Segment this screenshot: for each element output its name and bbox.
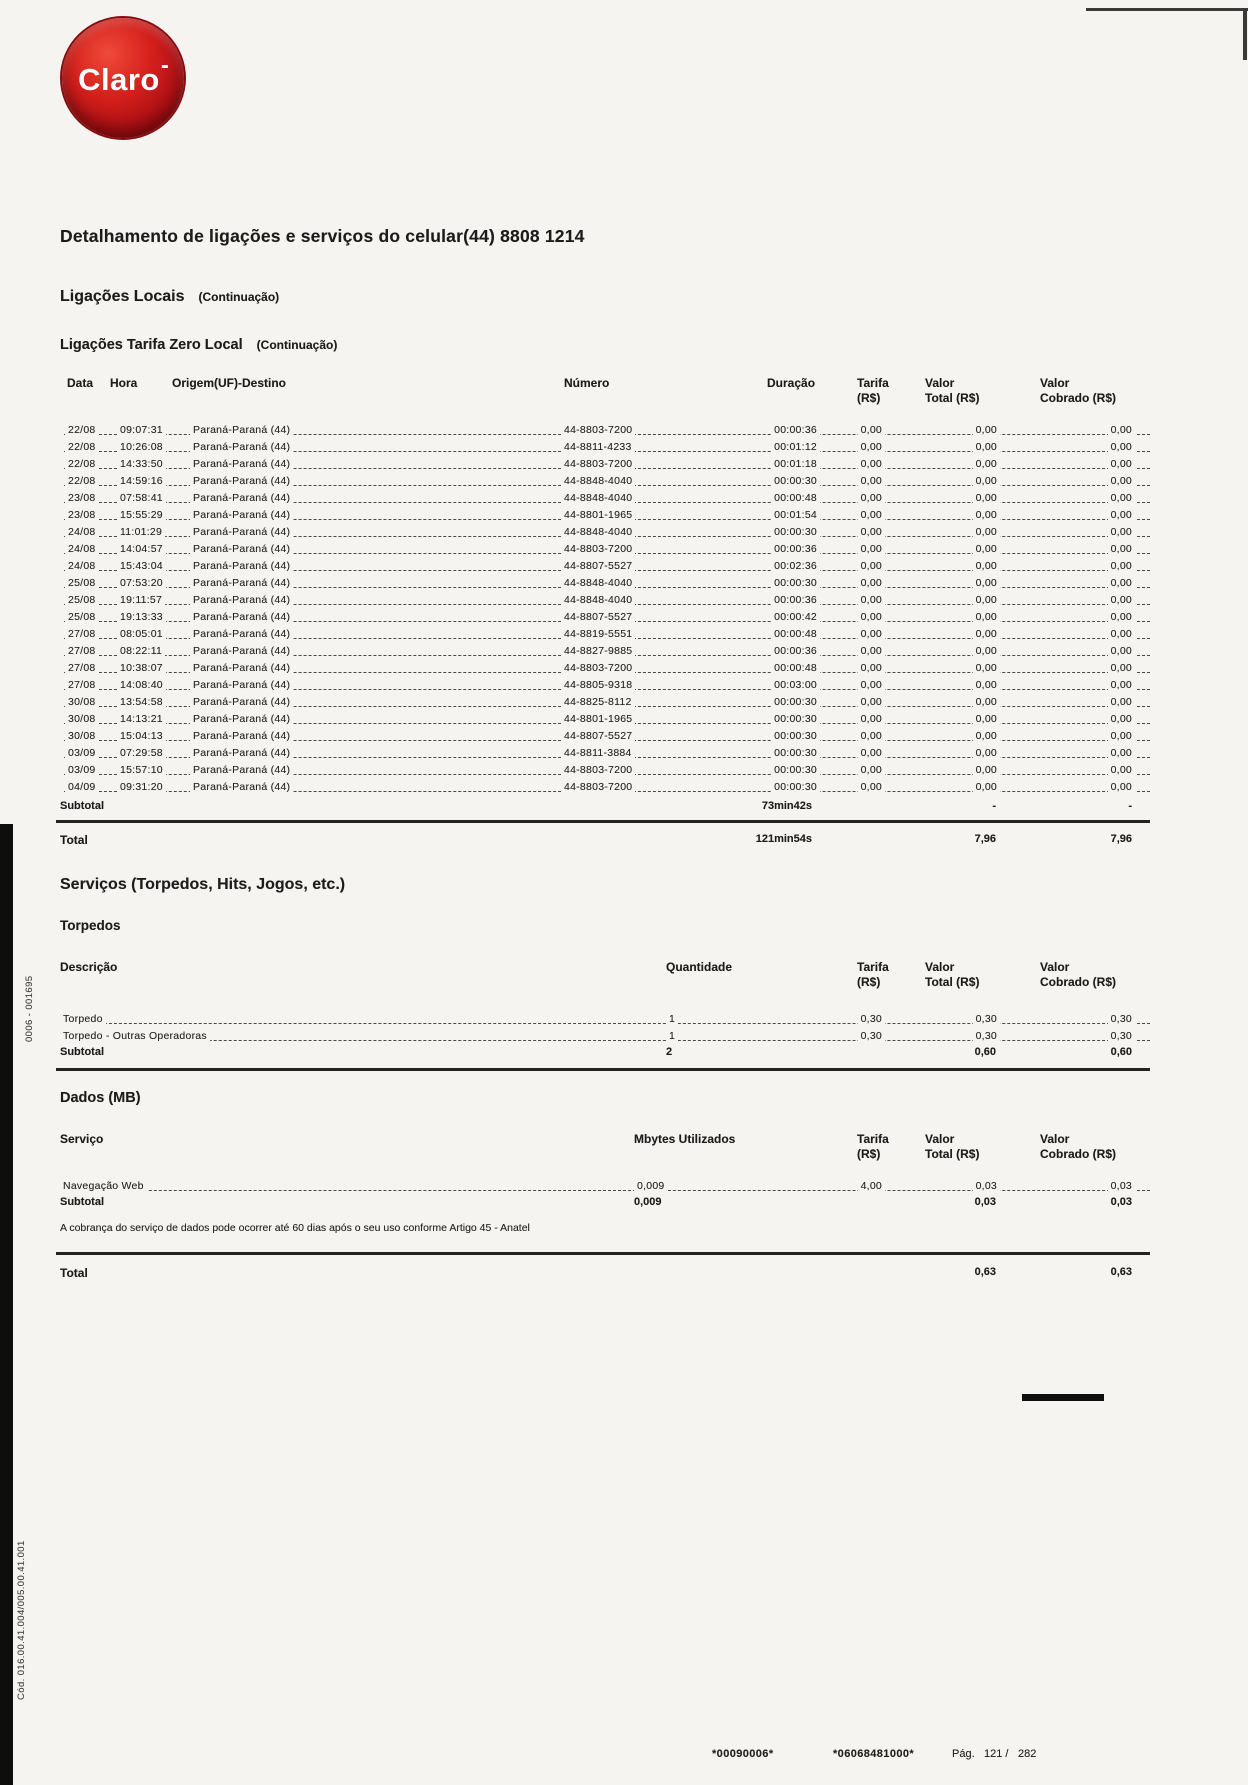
section-ligacoes-locais bbox=[60, 288, 1150, 306]
table-cell: 00:00:36 bbox=[660, 541, 820, 558]
table-row bbox=[60, 1028, 1150, 1045]
table-cell: 0,00 bbox=[885, 643, 1000, 660]
table-cell: Paraná-Paraná (44) bbox=[172, 660, 500, 677]
column-header: Valor Cobrado (R$) bbox=[1040, 960, 1116, 989]
column-header: Duração bbox=[767, 376, 816, 390]
subtotal-valor-cobrado: - bbox=[1128, 800, 1132, 812]
column-header: Valor Total (R$) bbox=[925, 960, 980, 989]
table-cell: 44-8848-4040 bbox=[500, 524, 660, 541]
table-cell: 00:01:54 bbox=[660, 507, 820, 524]
table-cell: 0,00 bbox=[885, 422, 1000, 439]
table-cell: 00:00:48 bbox=[660, 490, 820, 507]
calls-subtotal-row bbox=[60, 800, 1150, 812]
column-header: Quantidade bbox=[666, 960, 733, 974]
footer-page-total: 282 bbox=[1018, 1748, 1037, 1760]
divider-rule bbox=[56, 820, 1150, 823]
table-cell: 0,00 bbox=[1000, 473, 1150, 490]
table-row bbox=[60, 694, 1150, 711]
table-cell: 27/08 bbox=[60, 626, 110, 643]
subtotal-valor-total: - bbox=[992, 800, 996, 812]
table-row bbox=[60, 609, 1150, 626]
total-tarifa bbox=[820, 833, 885, 847]
table-cell: 0,00 bbox=[820, 490, 885, 507]
table-cell: 00:00:30 bbox=[660, 728, 820, 745]
data-total-row bbox=[60, 1266, 1150, 1280]
table-cell: Paraná-Paraná (44) bbox=[172, 694, 500, 711]
table-cell: Paraná-Paraná (44) bbox=[172, 456, 500, 473]
table-cell: Paraná-Paraná (44) bbox=[172, 762, 500, 779]
table-cell: 0,00 bbox=[885, 592, 1000, 609]
subtotal-tarifa bbox=[820, 1196, 885, 1208]
table-cell: 0,00 bbox=[820, 779, 885, 796]
calls-total-row bbox=[60, 833, 1150, 847]
table-cell: 24/08 bbox=[60, 541, 110, 558]
table-cell: Torpedo bbox=[60, 1011, 634, 1028]
table-cell: 22/08 bbox=[60, 439, 110, 456]
subsection-title: Ligações Tarifa Zero Local bbox=[60, 337, 243, 353]
table-cell: 00:00:30 bbox=[660, 524, 820, 541]
anatel-note: A cobrança do serviço de dados pode ocorrer até 60 dias após o seu uso conforme Artigo 45 - Anatel bbox=[60, 1222, 530, 1234]
column-header: Data bbox=[67, 376, 94, 390]
table-cell: 0,00 bbox=[1000, 490, 1150, 507]
footer-page-label: Pág. bbox=[952, 1748, 975, 1760]
table-cell: 03/09 bbox=[60, 762, 110, 779]
table-cell: 23/08 bbox=[60, 507, 110, 524]
table-cell: 44-8848-4040 bbox=[500, 592, 660, 609]
table-cell: 0,30 bbox=[1000, 1028, 1150, 1045]
table-cell: 0,30 bbox=[885, 1011, 1000, 1028]
table-cell: 0,00 bbox=[885, 490, 1000, 507]
table-row bbox=[60, 558, 1150, 575]
claro-logo-mark: - bbox=[160, 52, 169, 79]
table-cell: 15:04:13 bbox=[110, 728, 172, 745]
table-cell: 1 bbox=[634, 1028, 820, 1045]
table-cell: 44-8805-9318 bbox=[500, 677, 660, 694]
table-row bbox=[60, 473, 1150, 490]
table-cell: Paraná-Paraná (44) bbox=[172, 473, 500, 490]
table-cell: 0,00 bbox=[885, 762, 1000, 779]
table-cell: 00:00:30 bbox=[660, 473, 820, 490]
table-cell: 14:33:50 bbox=[110, 456, 172, 473]
table-cell: 0,00 bbox=[820, 626, 885, 643]
table-row bbox=[60, 660, 1150, 677]
table-cell: 44-8848-4040 bbox=[500, 473, 660, 490]
table-cell: 0,00 bbox=[820, 575, 885, 592]
table-cell: 0,00 bbox=[820, 660, 885, 677]
table-cell: 24/08 bbox=[60, 558, 110, 575]
table-row bbox=[60, 439, 1150, 456]
section-servicos: Serviços (Torpedos, Hits, Jogos, etc.) bbox=[60, 876, 346, 893]
table-cell: 15:43:04 bbox=[110, 558, 172, 575]
table-row bbox=[60, 643, 1150, 660]
table-cell: 13:54:58 bbox=[110, 694, 172, 711]
table-row bbox=[60, 745, 1150, 762]
table-cell: Paraná-Paraná (44) bbox=[172, 626, 500, 643]
table-cell: 07:29:58 bbox=[110, 745, 172, 762]
side-code-bottom: Cód. 016.00.41.004/005.00.41.001 bbox=[16, 1540, 27, 1700]
table-cell: 44-8801-1965 bbox=[500, 507, 660, 524]
table-cell: 0,00 bbox=[1000, 677, 1150, 694]
table-cell: 09:31:20 bbox=[110, 779, 172, 796]
table-cell: 0,00 bbox=[885, 711, 1000, 728]
table-cell: 44-8825-8112 bbox=[500, 694, 660, 711]
sms-table-body bbox=[60, 1011, 1150, 1045]
table-cell: 30/08 bbox=[60, 711, 110, 728]
table-cell: 0,00 bbox=[885, 575, 1000, 592]
table-cell: 0,00 bbox=[820, 728, 885, 745]
section-title: Ligações Locais bbox=[60, 288, 185, 305]
table-cell: 0,03 bbox=[1000, 1178, 1150, 1195]
column-header: Valor Total (R$) bbox=[925, 1132, 980, 1161]
table-cell: 25/08 bbox=[60, 575, 110, 592]
table-cell: 0,00 bbox=[1000, 592, 1150, 609]
table-cell: Torpedo - Outras Operadoras bbox=[60, 1028, 634, 1045]
scan-artifact-corner-line bbox=[1086, 8, 1248, 11]
subtotal-label: Subtotal bbox=[60, 1196, 104, 1208]
table-cell: 14:08:40 bbox=[110, 677, 172, 694]
table-cell: Paraná-Paraná (44) bbox=[172, 558, 500, 575]
table-cell: 0,00 bbox=[820, 592, 885, 609]
table-cell: 08:22:11 bbox=[110, 643, 172, 660]
table-cell: Paraná-Paraná (44) bbox=[172, 711, 500, 728]
table-cell: 0,00 bbox=[820, 558, 885, 575]
table-cell: 0,00 bbox=[820, 541, 885, 558]
table-cell: 25/08 bbox=[60, 592, 110, 609]
table-cell: 00:00:48 bbox=[660, 660, 820, 677]
table-cell: 0,00 bbox=[885, 507, 1000, 524]
table-cell: 0,00 bbox=[885, 779, 1000, 796]
table-cell: 0,00 bbox=[885, 694, 1000, 711]
column-header: Tarifa (R$) bbox=[857, 960, 889, 989]
table-cell: Paraná-Paraná (44) bbox=[172, 524, 500, 541]
table-cell: 0,00 bbox=[885, 728, 1000, 745]
table-cell: 0,00 bbox=[1000, 745, 1150, 762]
side-code-top: 0006 - 001695 bbox=[24, 975, 35, 1042]
total-label: Total bbox=[60, 833, 88, 847]
table-cell: 14:59:16 bbox=[110, 473, 172, 490]
table-cell: 0,00 bbox=[820, 745, 885, 762]
column-header: Valor Cobrado (R$) bbox=[1040, 1132, 1116, 1161]
scan-artifact-left-strip bbox=[0, 824, 13, 1785]
continuation-label: (Continuação) bbox=[256, 338, 338, 352]
table-cell: Paraná-Paraná (44) bbox=[172, 643, 500, 660]
table-cell: 44-8803-7200 bbox=[500, 762, 660, 779]
table-cell: 0,30 bbox=[820, 1011, 885, 1028]
subtotal-mbytes: 0,009 bbox=[634, 1196, 662, 1208]
table-cell: 0,00 bbox=[1000, 609, 1150, 626]
table-cell: 1 bbox=[634, 1011, 820, 1028]
table-cell: 44-8803-7200 bbox=[500, 422, 660, 439]
table-cell: 44-8807-5527 bbox=[500, 558, 660, 575]
table-cell: Paraná-Paraná (44) bbox=[172, 575, 500, 592]
continuation-label: (Continuação) bbox=[198, 290, 280, 304]
subtotal-valor-total: 0,03 bbox=[974, 1196, 996, 1208]
table-cell: 0,00 bbox=[1000, 575, 1150, 592]
table-cell: 0,00 bbox=[885, 524, 1000, 541]
table-cell: 0,00 bbox=[820, 694, 885, 711]
table-cell: Paraná-Paraná (44) bbox=[172, 745, 500, 762]
table-cell: 19:13:33 bbox=[110, 609, 172, 626]
table-cell: 0,03 bbox=[885, 1178, 1000, 1195]
table-cell: 0,00 bbox=[1000, 762, 1150, 779]
table-row bbox=[60, 507, 1150, 524]
scan-artifact-right-dash bbox=[1022, 1394, 1104, 1401]
table-cell: Paraná-Paraná (44) bbox=[172, 592, 500, 609]
table-cell: 00:00:48 bbox=[660, 626, 820, 643]
table-cell: 0,00 bbox=[885, 473, 1000, 490]
table-cell: 44-8803-7200 bbox=[500, 456, 660, 473]
table-cell: 22/08 bbox=[60, 422, 110, 439]
table-cell: Paraná-Paraná (44) bbox=[172, 507, 500, 524]
total-valor-cobrado: 7,96 bbox=[1110, 833, 1132, 845]
table-row bbox=[60, 1178, 1150, 1195]
total-tarifa bbox=[820, 1266, 885, 1280]
table-cell: 0,00 bbox=[1000, 558, 1150, 575]
table-row bbox=[60, 490, 1150, 507]
table-cell: 00:00:36 bbox=[660, 592, 820, 609]
table-cell: 0,00 bbox=[820, 643, 885, 660]
table-cell: 0,00 bbox=[820, 609, 885, 626]
column-header: Mbytes Utilizados bbox=[634, 1132, 736, 1146]
table-cell: 4,00 bbox=[820, 1178, 885, 1195]
scan-artifact-corner-line bbox=[1243, 8, 1247, 60]
table-cell: 15:55:29 bbox=[110, 507, 172, 524]
table-row bbox=[60, 456, 1150, 473]
calls-table-body bbox=[60, 422, 1150, 796]
total-mbytes bbox=[634, 1266, 820, 1280]
table-row bbox=[60, 422, 1150, 439]
table-cell: Paraná-Paraná (44) bbox=[172, 779, 500, 796]
table-cell: 0,00 bbox=[820, 422, 885, 439]
table-cell: 44-8803-7200 bbox=[500, 779, 660, 796]
table-cell: 22/08 bbox=[60, 456, 110, 473]
table-cell: 14:04:57 bbox=[110, 541, 172, 558]
column-header: Valor Cobrado (R$) bbox=[1040, 376, 1116, 405]
data-table-header bbox=[60, 1132, 1150, 1161]
column-header: Hora bbox=[110, 376, 138, 390]
table-cell: 0,00 bbox=[820, 456, 885, 473]
divider-rule bbox=[56, 1252, 1150, 1255]
table-cell: 0,00 bbox=[1000, 541, 1150, 558]
table-cell: 0,00 bbox=[885, 609, 1000, 626]
table-cell: 44-8811-3884 bbox=[500, 745, 660, 762]
calls-table-header bbox=[60, 376, 1150, 405]
table-row bbox=[60, 524, 1150, 541]
table-cell: 0,00 bbox=[885, 456, 1000, 473]
total-label: Total bbox=[60, 1266, 88, 1280]
total-valor-cobrado: 0,63 bbox=[1110, 1266, 1132, 1278]
table-cell: 0,00 bbox=[1000, 711, 1150, 728]
table-cell: 10:26:08 bbox=[110, 439, 172, 456]
table-cell: 44-8848-4040 bbox=[500, 575, 660, 592]
subtotal-valor-total: 0,60 bbox=[974, 1046, 996, 1058]
table-cell: Paraná-Paraná (44) bbox=[172, 439, 500, 456]
table-cell: 15:57:10 bbox=[110, 762, 172, 779]
sms-table-header bbox=[60, 960, 1150, 989]
claro-logo bbox=[62, 18, 184, 138]
table-row bbox=[60, 626, 1150, 643]
column-header: Serviço bbox=[60, 1132, 104, 1146]
table-cell: 0,00 bbox=[885, 541, 1000, 558]
sms-subtotal-row bbox=[60, 1046, 1150, 1058]
subtotal-label: Subtotal bbox=[60, 1046, 104, 1058]
table-cell: 0,00 bbox=[1000, 694, 1150, 711]
column-header: Número bbox=[564, 376, 610, 390]
table-cell: 09:07:31 bbox=[110, 422, 172, 439]
table-cell: 0,00 bbox=[1000, 524, 1150, 541]
table-row bbox=[60, 711, 1150, 728]
table-cell: 44-8807-5527 bbox=[500, 609, 660, 626]
column-header: Descrição bbox=[60, 960, 118, 974]
subsection-torpedos: Torpedos bbox=[60, 918, 121, 933]
total-duration: 121min54s bbox=[755, 833, 812, 845]
table-cell: 0,30 bbox=[885, 1028, 1000, 1045]
table-row bbox=[60, 779, 1150, 796]
table-cell: 0,00 bbox=[820, 473, 885, 490]
table-row bbox=[60, 575, 1150, 592]
table-cell: 0,00 bbox=[1000, 439, 1150, 456]
table-cell: 0,00 bbox=[1000, 660, 1150, 677]
table-cell: 0,00 bbox=[820, 507, 885, 524]
column-header: Valor Total (R$) bbox=[925, 376, 980, 405]
table-cell: 08:05:01 bbox=[110, 626, 172, 643]
table-row bbox=[60, 677, 1150, 694]
subtotal-tarifa bbox=[820, 1046, 885, 1058]
data-subtotal-row bbox=[60, 1196, 1150, 1208]
table-cell: 00:00:36 bbox=[660, 643, 820, 660]
table-cell: 44-8819-5551 bbox=[500, 626, 660, 643]
subtotal-duration: 73min42s bbox=[761, 800, 812, 812]
table-cell: 0,00 bbox=[1000, 456, 1150, 473]
section-dados: Dados (MB) bbox=[60, 1090, 141, 1106]
table-cell: 00:02:36 bbox=[660, 558, 820, 575]
table-cell: 44-8848-4040 bbox=[500, 490, 660, 507]
table-cell: 14:13:21 bbox=[110, 711, 172, 728]
table-cell: 0,00 bbox=[820, 439, 885, 456]
table-cell: 03/09 bbox=[60, 745, 110, 762]
table-cell: 22/08 bbox=[60, 473, 110, 490]
table-row bbox=[60, 592, 1150, 609]
table-cell: Paraná-Paraná (44) bbox=[172, 422, 500, 439]
column-header: Tarifa (R$) bbox=[857, 376, 889, 405]
table-cell: Paraná-Paraná (44) bbox=[172, 728, 500, 745]
table-cell: 0,00 bbox=[885, 626, 1000, 643]
table-cell: 00:01:12 bbox=[660, 439, 820, 456]
table-cell: 00:00:30 bbox=[660, 575, 820, 592]
table-cell: 00:00:30 bbox=[660, 711, 820, 728]
table-cell: Navegação Web bbox=[60, 1178, 634, 1195]
table-cell: 0,00 bbox=[1000, 643, 1150, 660]
table-cell: 0,00 bbox=[885, 677, 1000, 694]
table-cell: 44-8803-7200 bbox=[500, 660, 660, 677]
table-cell: 00:00:36 bbox=[660, 422, 820, 439]
table-cell: 07:53:20 bbox=[110, 575, 172, 592]
footer-code-right: *06068481000* bbox=[833, 1748, 915, 1760]
table-cell: 00:00:30 bbox=[660, 694, 820, 711]
table-cell: 0,00 bbox=[885, 745, 1000, 762]
table-cell: 0,00 bbox=[1000, 626, 1150, 643]
table-cell: 44-8811-4233 bbox=[500, 439, 660, 456]
table-cell: 44-8827-9885 bbox=[500, 643, 660, 660]
table-cell: 07:58:41 bbox=[110, 490, 172, 507]
table-row bbox=[60, 728, 1150, 745]
table-cell: 0,00 bbox=[820, 762, 885, 779]
table-cell: 27/08 bbox=[60, 643, 110, 660]
table-cell: 0,00 bbox=[820, 524, 885, 541]
table-cell: 25/08 bbox=[60, 609, 110, 626]
table-cell: 0,00 bbox=[1000, 728, 1150, 745]
table-cell: Paraná-Paraná (44) bbox=[172, 541, 500, 558]
table-cell: 00:00:30 bbox=[660, 779, 820, 796]
table-cell: 19:11:57 bbox=[110, 592, 172, 609]
table-cell: 44-8803-7200 bbox=[500, 541, 660, 558]
table-cell: 0,00 bbox=[1000, 507, 1150, 524]
table-cell: 0,009 bbox=[634, 1178, 820, 1195]
table-row bbox=[60, 541, 1150, 558]
table-cell: 44-8807-5527 bbox=[500, 728, 660, 745]
claro-logo-text: Claro bbox=[78, 62, 160, 97]
table-cell: Paraná-Paraná (44) bbox=[172, 490, 500, 507]
table-cell: 04/09 bbox=[60, 779, 110, 796]
table-row bbox=[60, 762, 1150, 779]
table-cell: 0,00 bbox=[885, 558, 1000, 575]
table-cell: 00:03:00 bbox=[660, 677, 820, 694]
table-cell: 0,00 bbox=[820, 677, 885, 694]
table-cell: 0,00 bbox=[885, 660, 1000, 677]
table-cell: 10:38:07 bbox=[110, 660, 172, 677]
table-row bbox=[60, 1011, 1150, 1028]
subtotal-valor-cobrado: 0,03 bbox=[1110, 1196, 1132, 1208]
table-cell: 00:00:42 bbox=[660, 609, 820, 626]
table-cell: 0,30 bbox=[1000, 1011, 1150, 1028]
section-tarifa-zero bbox=[60, 336, 1150, 354]
total-valor-total: 0,63 bbox=[974, 1266, 996, 1278]
table-cell: 0,00 bbox=[1000, 422, 1150, 439]
table-cell: 0,00 bbox=[1000, 779, 1150, 796]
subtotal-tarifa bbox=[820, 800, 885, 812]
subtotal-valor-cobrado: 0,60 bbox=[1110, 1046, 1132, 1058]
page-title: Detalhamento de ligações e serviços do celular(44) 8808 1214 bbox=[60, 226, 585, 246]
table-cell: 0,00 bbox=[885, 439, 1000, 456]
table-cell: 11:01:29 bbox=[110, 524, 172, 541]
data-table-body bbox=[60, 1178, 1150, 1195]
divider-rule bbox=[56, 1068, 1150, 1071]
table-cell: 0,00 bbox=[820, 711, 885, 728]
subtotal-label: Subtotal bbox=[60, 800, 104, 812]
table-cell: 30/08 bbox=[60, 694, 110, 711]
table-cell: 23/08 bbox=[60, 490, 110, 507]
table-cell: Paraná-Paraná (44) bbox=[172, 609, 500, 626]
footer-page-number: 121 / bbox=[984, 1748, 1009, 1760]
table-cell: 24/08 bbox=[60, 524, 110, 541]
table-cell: 0,30 bbox=[820, 1028, 885, 1045]
table-cell: 27/08 bbox=[60, 660, 110, 677]
table-cell: 00:00:30 bbox=[660, 762, 820, 779]
table-cell: 00:00:30 bbox=[660, 745, 820, 762]
table-cell: 27/08 bbox=[60, 677, 110, 694]
column-header: Tarifa (R$) bbox=[857, 1132, 889, 1161]
column-header: Origem(UF)-Destino bbox=[172, 376, 286, 390]
table-cell: Paraná-Paraná (44) bbox=[172, 677, 500, 694]
footer-code-left: *00090006* bbox=[712, 1748, 774, 1760]
subtotal-quantity: 2 bbox=[666, 1046, 673, 1058]
total-valor-total: 7,96 bbox=[974, 833, 996, 845]
table-cell: 30/08 bbox=[60, 728, 110, 745]
table-cell: 44-8801-1965 bbox=[500, 711, 660, 728]
table-cell: 00:01:18 bbox=[660, 456, 820, 473]
